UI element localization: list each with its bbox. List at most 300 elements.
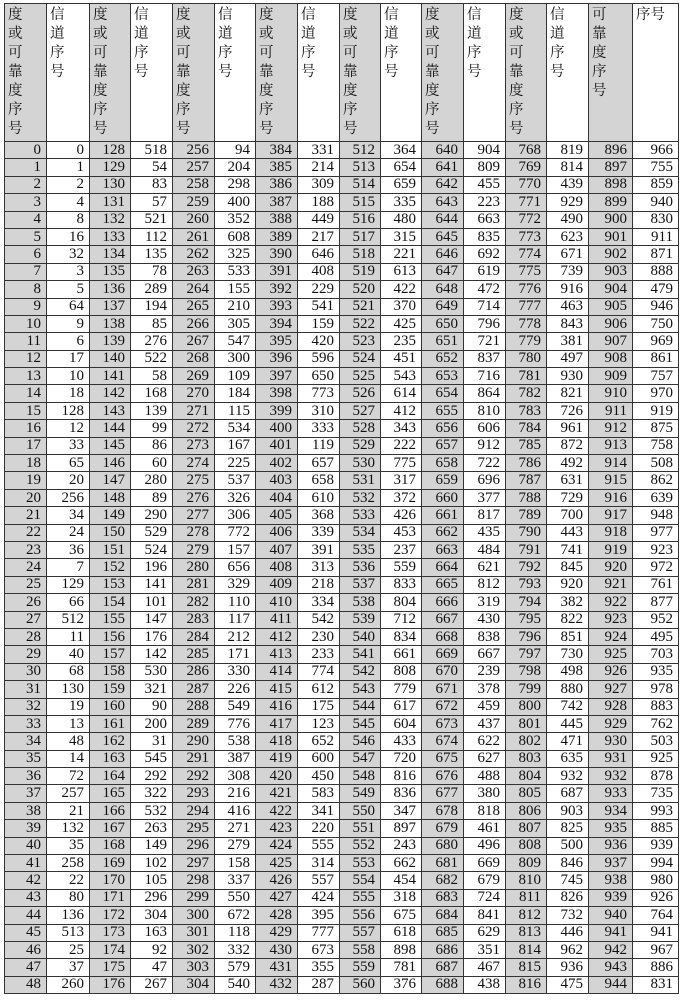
header-label: 度或可靠度序号 — [343, 7, 358, 137]
channel-index-cell: 533 — [215, 263, 256, 280]
channel-index-cell: 936 — [547, 959, 589, 976]
channel-index-cell: 304 — [131, 907, 173, 924]
reliability-index-cell: 527 — [340, 402, 381, 419]
channel-index-cell: 810 — [464, 402, 506, 419]
reliability-index-cell: 411 — [256, 611, 298, 628]
table-row — [5, 455, 679, 472]
channel-index-cell: 425 — [381, 315, 422, 332]
reliability-index-cell: 33 — [5, 715, 47, 732]
reliability-index-cell: 915 — [589, 472, 633, 489]
channel-index-cell: 378 — [464, 681, 506, 698]
reliability-index-cell: 687 — [422, 959, 464, 976]
channel-index-cell: 32 — [47, 246, 90, 263]
channel-index-cell: 814 — [547, 159, 589, 176]
channel-index-cell: 416 — [215, 802, 256, 819]
channel-index-cell: 319 — [464, 594, 506, 611]
channel-index-cell: 149 — [131, 837, 173, 854]
reliability-index-cell: 906 — [589, 315, 633, 332]
channel-index-cell: 90 — [131, 698, 173, 715]
reliability-index-cell: 12 — [5, 350, 47, 367]
channel-index-cell: 776 — [215, 715, 256, 732]
reliability-index-cell: 649 — [422, 298, 464, 315]
table-body — [5, 142, 679, 994]
channel-index-cell: 524 — [131, 541, 173, 558]
channel-index-cell: 550 — [215, 889, 256, 906]
reliability-index-cell: 277 — [173, 507, 215, 524]
reliability-index-cell: 547 — [340, 750, 381, 767]
channel-index-cell: 940 — [633, 194, 679, 211]
channel-index-cell: 110 — [215, 594, 256, 611]
reliability-index-cell: 773 — [506, 228, 547, 245]
reliability-index-cell: 280 — [173, 559, 215, 576]
channel-index-cell: 966 — [633, 142, 679, 159]
reliability-index-cell: 777 — [506, 298, 547, 315]
channel-index-cell: 639 — [633, 489, 679, 506]
channel-index-cell: 618 — [381, 924, 422, 941]
header-label: 信道序号 — [50, 7, 65, 80]
reliability-index-cell: 141 — [90, 368, 131, 385]
header-label: 信道序号 — [134, 7, 149, 80]
reliability-index-cell: 25 — [5, 576, 47, 593]
reliability-index-cell: 802 — [506, 733, 547, 750]
channel-index-cell: 341 — [298, 802, 340, 819]
reliability-index-cell: 668 — [422, 628, 464, 645]
channel-index-cell: 623 — [547, 228, 589, 245]
channel-index-cell: 919 — [633, 402, 679, 419]
channel-index-cell: 862 — [633, 472, 679, 489]
channel-index-cell: 376 — [381, 976, 422, 993]
channel-index-cell: 659 — [381, 176, 422, 193]
reliability-index-cell: 910 — [589, 385, 633, 402]
table-row — [5, 820, 679, 837]
header-label: 度或可靠度序号 — [8, 7, 23, 137]
channel-index-cell: 239 — [464, 663, 506, 680]
table-row — [5, 594, 679, 611]
reliability-index-cell: 676 — [422, 768, 464, 785]
channel-index-cell: 13 — [47, 715, 90, 732]
reliability-index-cell: 653 — [422, 368, 464, 385]
reliability-index-cell: 661 — [422, 507, 464, 524]
channel-index-cell: 500 — [547, 837, 589, 854]
header-channel-index-6 — [464, 4, 506, 142]
reliability-index-cell: 296 — [173, 837, 215, 854]
reliability-index-cell: 288 — [173, 698, 215, 715]
reliability-index-cell: 776 — [506, 281, 547, 298]
reliability-index-cell: 674 — [422, 733, 464, 750]
reliability-index-cell: 790 — [506, 524, 547, 541]
reliability-index-cell: 422 — [256, 802, 298, 819]
reliability-index-cell: 554 — [340, 872, 381, 889]
reliability-index-cell: 788 — [506, 489, 547, 506]
reliability-index-cell: 916 — [589, 489, 633, 506]
reliability-index-cell: 648 — [422, 281, 464, 298]
channel-index-cell: 604 — [381, 715, 422, 732]
reliability-index-cell: 160 — [90, 698, 131, 715]
reliability-index-cell: 134 — [90, 246, 131, 263]
reliability-index-cell: 675 — [422, 750, 464, 767]
channel-index-cell: 492 — [547, 455, 589, 472]
reliability-index-cell: 923 — [589, 611, 633, 628]
reliability-index-cell: 673 — [422, 715, 464, 732]
table-row — [5, 559, 679, 576]
channel-index-cell: 58 — [131, 368, 173, 385]
reliability-index-cell: 130 — [90, 176, 131, 193]
table-row — [5, 176, 679, 193]
channel-index-cell: 712 — [381, 611, 422, 628]
reliability-index-cell: 421 — [256, 785, 298, 802]
channel-index-cell: 757 — [633, 368, 679, 385]
channel-index-cell: 117 — [215, 611, 256, 628]
channel-index-cell: 0 — [47, 142, 90, 159]
reliability-index-cell: 301 — [173, 924, 215, 941]
reliability-index-cell: 924 — [589, 628, 633, 645]
reliability-index-cell: 688 — [422, 976, 464, 993]
reliability-index-cell: 512 — [340, 142, 381, 159]
reliability-index-cell: 140 — [90, 350, 131, 367]
reliability-index-cell: 11 — [5, 333, 47, 350]
reliability-index-cell: 783 — [506, 402, 547, 419]
channel-index-cell: 692 — [464, 246, 506, 263]
channel-index-cell: 395 — [298, 907, 340, 924]
channel-index-cell: 222 — [381, 437, 422, 454]
reliability-index-cell: 900 — [589, 211, 633, 228]
channel-index-cell: 223 — [464, 194, 506, 211]
reliability-index-cell: 165 — [90, 785, 131, 802]
reliability-index-cell: 173 — [90, 924, 131, 941]
reliability-index-cell: 267 — [173, 333, 215, 350]
reliability-index-cell: 273 — [173, 437, 215, 454]
reliability-index-cell: 669 — [422, 646, 464, 663]
channel-index-cell: 329 — [215, 576, 256, 593]
table-row — [5, 402, 679, 419]
channel-index-cell: 610 — [298, 489, 340, 506]
reliability-index-cell: 292 — [173, 768, 215, 785]
channel-index-cell: 861 — [633, 350, 679, 367]
reliability-index-cell: 409 — [256, 576, 298, 593]
channel-index-cell: 471 — [547, 733, 589, 750]
reliability-index-cell: 897 — [589, 159, 633, 176]
reliability-index-cell: 303 — [173, 959, 215, 976]
channel-index-cell: 322 — [131, 785, 173, 802]
reliability-index-cell: 297 — [173, 855, 215, 872]
channel-index-cell: 804 — [381, 594, 422, 611]
reliability-index-cell: 43 — [5, 889, 47, 906]
reliability-index-cell: 793 — [506, 576, 547, 593]
channel-index-cell: 24 — [47, 524, 90, 541]
reliability-index-cell: 914 — [589, 455, 633, 472]
reliability-index-cell: 550 — [340, 802, 381, 819]
channel-index-cell: 321 — [131, 681, 173, 698]
reliability-index-cell: 937 — [589, 855, 633, 872]
reliability-index-cell: 679 — [422, 820, 464, 837]
reliability-index-cell: 816 — [506, 976, 547, 993]
reliability-index-cell: 392 — [256, 281, 298, 298]
reliability-index-cell: 908 — [589, 350, 633, 367]
channel-index-cell: 430 — [464, 611, 506, 628]
table-row — [5, 628, 679, 645]
channel-index-cell: 364 — [381, 142, 422, 159]
reliability-index-cell: 298 — [173, 872, 215, 889]
reliability-index-cell: 898 — [589, 176, 633, 193]
reliability-index-cell: 285 — [173, 646, 215, 663]
channel-index-cell: 775 — [381, 455, 422, 472]
channel-index-cell: 541 — [298, 298, 340, 315]
channel-index-cell: 742 — [547, 698, 589, 715]
table-row — [5, 611, 679, 628]
channel-index-cell: 946 — [633, 298, 679, 315]
reliability-index-cell: 532 — [340, 489, 381, 506]
channel-index-cell: 257 — [47, 785, 90, 802]
channel-index-cell: 925 — [633, 750, 679, 767]
channel-index-cell: 559 — [381, 559, 422, 576]
reliability-index-cell: 152 — [90, 559, 131, 576]
table-row — [5, 907, 679, 924]
reliability-index-cell: 282 — [173, 594, 215, 611]
reliability-index-cell: 778 — [506, 315, 547, 332]
channel-index-cell: 888 — [633, 263, 679, 280]
reliability-index-cell: 515 — [340, 194, 381, 211]
reliability-index-cell: 271 — [173, 402, 215, 419]
channel-index-cell: 216 — [215, 785, 256, 802]
reliability-index-cell: 0 — [5, 142, 47, 159]
reliability-index-cell: 154 — [90, 594, 131, 611]
channel-index-cell: 22 — [47, 872, 90, 889]
reliability-index-cell: 534 — [340, 524, 381, 541]
channel-index-cell: 741 — [547, 541, 589, 558]
reliability-index-cell: 808 — [506, 837, 547, 854]
reliability-index-cell: 279 — [173, 541, 215, 558]
channel-index-cell: 825 — [547, 820, 589, 837]
table-row — [5, 768, 679, 785]
reliability-index-cell: 896 — [589, 142, 633, 159]
reliability-index-cell: 408 — [256, 559, 298, 576]
table-row — [5, 281, 679, 298]
reliability-index-cell: 800 — [506, 698, 547, 715]
table-row — [5, 802, 679, 819]
reliability-index-cell: 162 — [90, 733, 131, 750]
channel-index-cell: 446 — [547, 924, 589, 941]
channel-index-cell: 518 — [131, 142, 173, 159]
reliability-index-cell: 657 — [422, 437, 464, 454]
channel-index-cell: 859 — [633, 176, 679, 193]
channel-index-cell: 454 — [381, 872, 422, 889]
reliability-index-cell: 640 — [422, 142, 464, 159]
channel-index-cell: 175 — [298, 698, 340, 715]
channel-index-cell: 459 — [464, 698, 506, 715]
reliability-index-cell: 529 — [340, 437, 381, 454]
reliability-index-cell: 153 — [90, 576, 131, 593]
channel-index-cell: 355 — [298, 959, 340, 976]
channel-index-cell: 809 — [464, 159, 506, 176]
channel-index-cell: 123 — [298, 715, 340, 732]
reliability-index-cell: 918 — [589, 524, 633, 541]
channel-index-cell: 534 — [215, 420, 256, 437]
channel-index-cell: 158 — [215, 855, 256, 872]
table-row — [5, 315, 679, 332]
header-label: 信道序号 — [384, 7, 399, 80]
reliability-index-cell: 262 — [173, 246, 215, 263]
channel-index-cell: 368 — [298, 507, 340, 524]
table-row — [5, 246, 679, 263]
channel-index-cell: 758 — [633, 437, 679, 454]
reliability-index-cell: 770 — [506, 176, 547, 193]
table-row — [5, 924, 679, 941]
reliability-index-cell: 646 — [422, 246, 464, 263]
channel-index-cell: 290 — [131, 507, 173, 524]
reliability-index-cell: 272 — [173, 420, 215, 437]
table-row — [5, 733, 679, 750]
channel-index-cell: 267 — [131, 976, 173, 993]
reliability-index-cell: 39 — [5, 820, 47, 837]
reliability-index-cell: 46 — [5, 941, 47, 958]
reliability-index-cell: 812 — [506, 907, 547, 924]
channel-index-cell: 929 — [547, 194, 589, 211]
reliability-index-cell: 47 — [5, 959, 47, 976]
table-row — [5, 368, 679, 385]
channel-index-cell: 835 — [464, 228, 506, 245]
reliability-index-cell: 931 — [589, 750, 633, 767]
reliability-index-cell: 775 — [506, 263, 547, 280]
reliability-index-cell: 782 — [506, 385, 547, 402]
reliability-index-cell: 158 — [90, 663, 131, 680]
channel-index-cell: 20 — [47, 472, 90, 489]
channel-index-cell: 6 — [47, 333, 90, 350]
channel-index-cell: 537 — [215, 472, 256, 489]
channel-index-cell: 19 — [47, 698, 90, 715]
reliability-index-cell: 148 — [90, 489, 131, 506]
reliability-index-cell: 650 — [422, 315, 464, 332]
reliability-index-cell: 553 — [340, 855, 381, 872]
reliability-index-cell: 400 — [256, 420, 298, 437]
reliability-index-cell: 768 — [506, 142, 547, 159]
reliability-index-cell: 389 — [256, 228, 298, 245]
channel-index-cell: 635 — [547, 750, 589, 767]
channel-index-cell: 420 — [298, 333, 340, 350]
reliability-index-cell: 666 — [422, 594, 464, 611]
reliability-index-cell: 516 — [340, 211, 381, 228]
reliability-index-cell: 9 — [5, 298, 47, 315]
reliability-index-cell: 774 — [506, 246, 547, 263]
reliability-index-cell: 544 — [340, 698, 381, 715]
reliability-index-cell: 397 — [256, 368, 298, 385]
channel-index-cell: 443 — [547, 524, 589, 541]
channel-index-cell: 547 — [215, 333, 256, 350]
channel-index-cell: 258 — [47, 855, 90, 872]
reliability-index-cell: 266 — [173, 315, 215, 332]
reliability-index-cell: 686 — [422, 941, 464, 958]
reliability-index-cell: 276 — [173, 489, 215, 506]
channel-index-cell: 722 — [464, 455, 506, 472]
channel-index-cell: 912 — [464, 437, 506, 454]
channel-index-cell: 720 — [381, 750, 422, 767]
channel-index-cell: 287 — [298, 976, 340, 993]
reliability-index-cell: 652 — [422, 350, 464, 367]
channel-index-cell: 851 — [547, 628, 589, 645]
table-row — [5, 350, 679, 367]
reliability-index-cell: 393 — [256, 298, 298, 315]
channel-index-cell: 875 — [633, 420, 679, 437]
reliability-index-cell: 167 — [90, 820, 131, 837]
channel-index-cell: 627 — [464, 750, 506, 767]
reliability-index-cell: 797 — [506, 646, 547, 663]
channel-index-cell: 437 — [464, 715, 506, 732]
channel-index-cell: 730 — [547, 646, 589, 663]
reliability-index-cell: 35 — [5, 750, 47, 767]
reliability-index-cell: 45 — [5, 924, 47, 941]
reliability-index-cell: 558 — [340, 941, 381, 958]
channel-index-cell: 687 — [547, 785, 589, 802]
channel-index-cell: 289 — [131, 281, 173, 298]
reliability-index-cell: 796 — [506, 628, 547, 645]
header-row — [5, 4, 679, 142]
channel-index-cell: 298 — [215, 176, 256, 193]
reliability-index-cell: 18 — [5, 455, 47, 472]
reliability-index-cell: 536 — [340, 559, 381, 576]
reliability-index-cell: 651 — [422, 333, 464, 350]
channel-index-cell: 17 — [47, 350, 90, 367]
channel-index-cell: 68 — [47, 663, 90, 680]
channel-index-cell: 391 — [298, 541, 340, 558]
channel-index-cell: 115 — [215, 402, 256, 419]
reliability-index-cell: 415 — [256, 681, 298, 698]
reliability-index-cell: 644 — [422, 211, 464, 228]
reliability-index-cell: 905 — [589, 298, 633, 315]
reliability-index-cell: 560 — [340, 976, 381, 993]
channel-index-cell: 497 — [547, 350, 589, 367]
channel-index-cell: 335 — [381, 194, 422, 211]
reliability-index-cell: 176 — [90, 976, 131, 993]
table-row — [5, 976, 679, 993]
channel-index-cell: 118 — [215, 924, 256, 941]
channel-index-cell: 132 — [47, 820, 90, 837]
channel-index-cell: 57 — [131, 194, 173, 211]
reliability-index-cell: 641 — [422, 159, 464, 176]
header-label: 度或可靠度序号 — [509, 7, 524, 137]
channel-index-cell: 8 — [47, 211, 90, 228]
reliability-index-cell: 19 — [5, 472, 47, 489]
channel-index-cell: 980 — [633, 872, 679, 889]
reliability-index-cell: 677 — [422, 785, 464, 802]
channel-index-cell: 280 — [131, 472, 173, 489]
channel-index-cell: 334 — [298, 594, 340, 611]
header-reliability-index-6 — [422, 4, 464, 142]
reliability-index-cell: 147 — [90, 472, 131, 489]
reliability-index-cell: 294 — [173, 802, 215, 819]
channel-index-cell: 772 — [215, 524, 256, 541]
header-channel-index-2 — [131, 4, 173, 142]
reliability-index-cell: 291 — [173, 750, 215, 767]
channel-index-cell: 654 — [381, 159, 422, 176]
reliability-index-cell: 533 — [340, 507, 381, 524]
reliability-index-cell: 3 — [5, 194, 47, 211]
reliability-index-cell: 791 — [506, 541, 547, 558]
reliability-index-cell: 163 — [90, 750, 131, 767]
reliability-index-cell: 151 — [90, 541, 131, 558]
reliability-index-cell: 904 — [589, 281, 633, 298]
channel-index-cell: 673 — [298, 941, 340, 958]
reliability-index-cell: 909 — [589, 368, 633, 385]
reliability-index-cell: 16 — [5, 420, 47, 437]
channel-index-cell: 916 — [547, 281, 589, 298]
reliability-index-cell: 944 — [589, 976, 633, 993]
channel-index-cell: 159 — [298, 315, 340, 332]
channel-index-cell: 86 — [131, 437, 173, 454]
reliability-index-cell: 129 — [90, 159, 131, 176]
channel-index-cell: 739 — [547, 263, 589, 280]
channel-index-cell: 1 — [47, 159, 90, 176]
channel-index-cell: 380 — [464, 785, 506, 802]
channel-index-cell: 978 — [633, 681, 679, 698]
